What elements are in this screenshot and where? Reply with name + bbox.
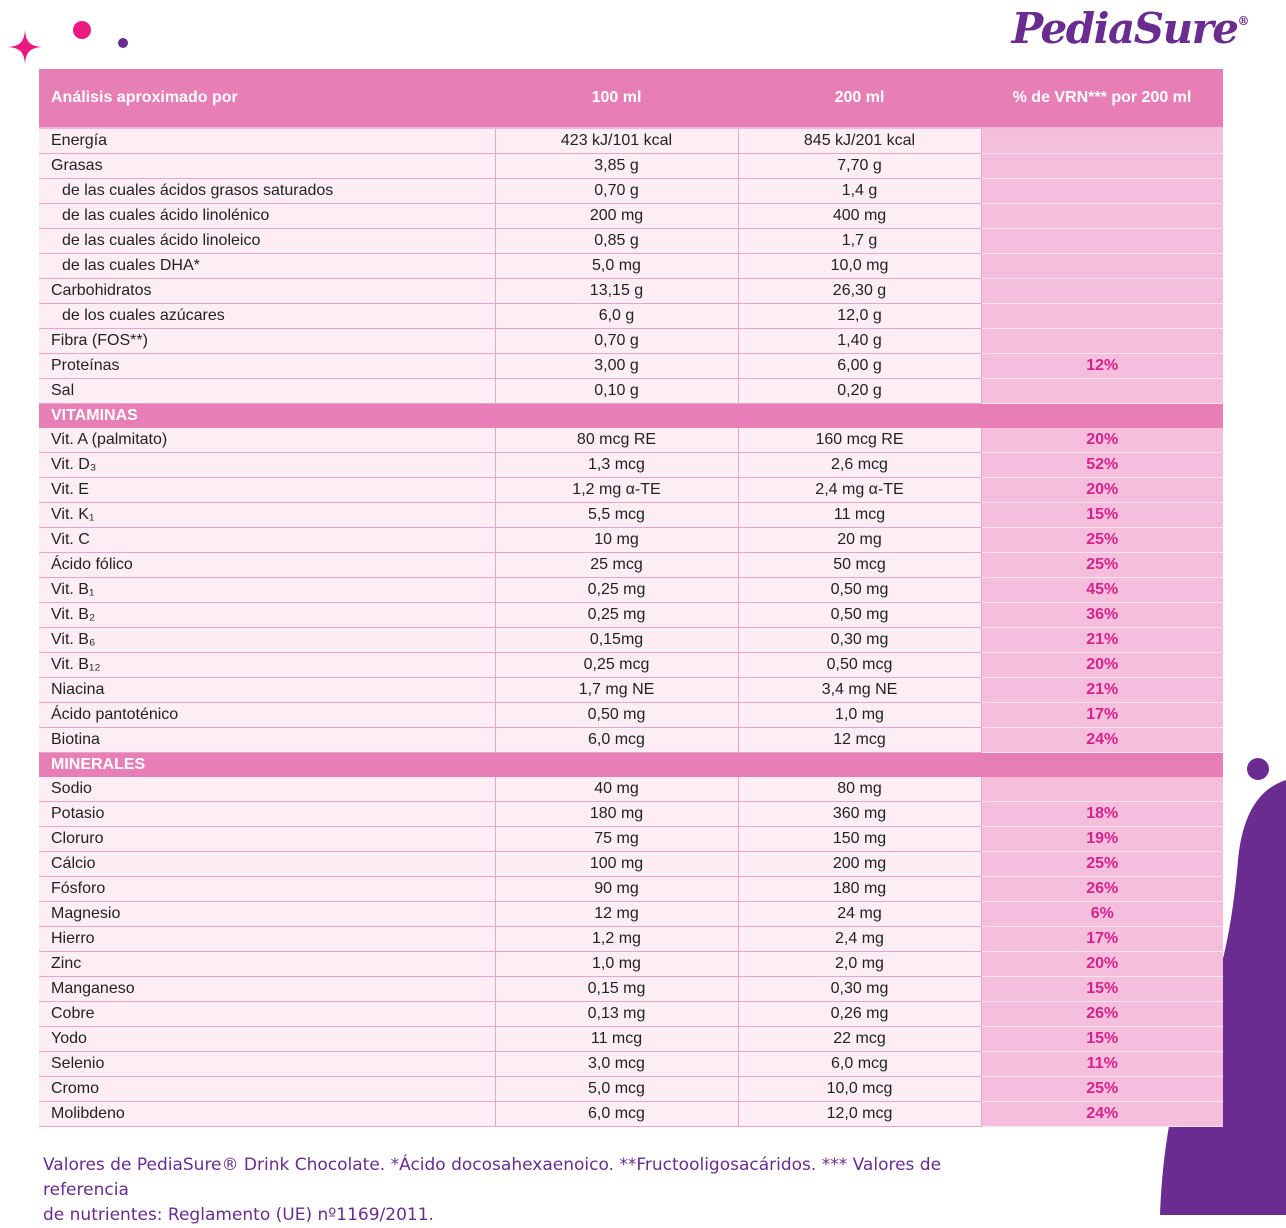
nutrient-name: Vit. E [39,478,495,503]
nutrition-table [39,69,1223,1127]
nutrient-name: Ácido pantoténico [39,703,495,728]
value-vrn-percent: 24% [981,728,1223,753]
table-row [39,478,1223,503]
table-row [39,1052,1223,1077]
nutrient-name: Sal [39,379,495,404]
value-vrn-percent: 15% [981,1027,1223,1052]
table-row [39,653,1223,678]
value-200ml: 12 mcg [738,728,981,753]
value-200ml: 6,0 mcg [738,1052,981,1077]
nutrient-name: Ácido fólico [39,553,495,578]
table-row [39,329,1223,354]
purple-dot-icon [117,37,129,49]
value-200ml: 10,0 mg [738,254,981,279]
value-vrn-percent: 45% [981,578,1223,603]
value-100ml: 11 mcg [495,1027,738,1052]
value-vrn-percent: 6% [981,902,1223,927]
value-vrn-percent: 25% [981,528,1223,553]
table-row [39,728,1223,753]
value-200ml: 180 mg [738,877,981,902]
section-minerals-title: MINERALES [39,753,1223,778]
value-200ml: 150 mg [738,827,981,852]
value-200ml: 20 mg [738,528,981,553]
table-row [39,154,1223,179]
table-row [39,304,1223,329]
value-200ml: 1,4 g [738,179,981,204]
sparkle-icon [8,30,42,64]
nutrient-name: Fósforo [39,877,495,902]
value-200ml: 400 mg [738,204,981,229]
value-100ml: 6,0 mcg [495,728,738,753]
nutrient-name: de las cuales ácido linolénico [39,204,495,229]
value-100ml: 0,70 g [495,179,738,204]
nutrient-name: Cobre [39,1002,495,1027]
nutrient-name: Cloruro [39,827,495,852]
value-100ml: 1,2 mg [495,927,738,952]
header-vrn: % de VRN*** por 200 ml [981,69,1223,128]
footnote [43,1153,1003,1228]
value-200ml: 2,4 mg [738,927,981,952]
table-row [39,628,1223,653]
nutrient-name: Molibdeno [39,1102,495,1127]
value-100ml: 423 kJ/101 kcal [495,128,738,154]
value-vrn-percent: 15% [981,503,1223,528]
table-row [39,578,1223,603]
nutrient-name: de las cuales ácido linoleico [39,229,495,254]
value-100ml: 5,0 mg [495,254,738,279]
nutrient-name: Manganeso [39,977,495,1002]
value-100ml: 0,85 g [495,229,738,254]
table-row [39,902,1223,927]
nutrient-name: Carbohidratos [39,279,495,304]
value-200ml: 1,0 mg [738,703,981,728]
value-100ml: 75 mg [495,827,738,852]
value-100ml: 0,25 mg [495,578,738,603]
value-200ml: 22 mcg [738,1027,981,1052]
table-row [39,179,1223,204]
table-row [39,678,1223,703]
nutrient-name: Cálcio [39,852,495,877]
nutrient-name: Yodo [39,1027,495,1052]
value-100ml: 180 mg [495,802,738,827]
table-row [39,1002,1223,1027]
nutrient-name: de las cuales ácidos grasos saturados [39,179,495,204]
value-100ml: 10 mg [495,528,738,553]
value-vrn-percent: 24% [981,1102,1223,1127]
nutrition-table-container [39,69,1223,1127]
value-200ml: 26,30 g [738,279,981,304]
table-row [39,354,1223,379]
value-200ml: 0,26 mg [738,1002,981,1027]
value-200ml: 0,20 g [738,379,981,404]
nutrient-name: Proteínas [39,354,495,379]
value-200ml: 1,40 g [738,329,981,354]
value-100ml: 90 mg [495,877,738,902]
nutrient-name: Niacina [39,678,495,703]
table-row [39,877,1223,902]
logo-text: PediaSure [1011,4,1238,53]
value-100ml: 3,00 g [495,354,738,379]
value-200ml: 1,7 g [738,229,981,254]
header-analysis: Análisis aproximado por [39,69,495,128]
value-vrn-percent: 52% [981,453,1223,478]
table-row [39,503,1223,528]
value-200ml: 12,0 mcg [738,1102,981,1127]
value-200ml: 24 mg [738,902,981,927]
nutrient-name: Grasas [39,154,495,179]
value-vrn-percent: 20% [981,478,1223,503]
nutrient-name: Vit. B₆ [39,628,495,653]
table-row [39,204,1223,229]
value-100ml: 3,85 g [495,154,738,179]
table-row [39,603,1223,628]
section-vitamins-title: VITAMINAS [39,404,1223,429]
value-vrn-percent [981,379,1223,404]
nutrient-name: Vit. B₁ [39,578,495,603]
table-row [39,453,1223,478]
value-vrn-percent [981,179,1223,204]
nutrient-name: Energía [39,128,495,154]
table-row [39,777,1223,802]
header-100ml: 100 ml [495,69,738,128]
value-200ml: 50 mcg [738,553,981,578]
table-row [39,128,1223,154]
section-vitamins [39,404,1223,429]
value-vrn-percent: 17% [981,703,1223,728]
value-100ml: 1,7 mg NE [495,678,738,703]
value-vrn-percent: 26% [981,1002,1223,1027]
header-200ml: 200 ml [738,69,981,128]
value-100ml: 80 mcg RE [495,428,738,453]
value-vrn-percent [981,279,1223,304]
nutrient-name: Sodio [39,777,495,802]
table-row [39,553,1223,578]
table-row [39,379,1223,404]
table-row [39,528,1223,553]
value-vrn-percent: 17% [981,927,1223,952]
table-row [39,1027,1223,1052]
value-100ml: 100 mg [495,852,738,877]
value-100ml: 6,0 g [495,304,738,329]
nutrient-name: Selenio [39,1052,495,1077]
purple-dot-right-icon [1246,757,1270,781]
value-vrn-percent [981,154,1223,179]
value-100ml: 5,5 mcg [495,503,738,528]
nutrient-name: Vit. B₂ [39,603,495,628]
nutrient-name: Vit. A (palmitato) [39,428,495,453]
nutrient-name: Vit. K₁ [39,503,495,528]
value-vrn-percent: 26% [981,877,1223,902]
value-200ml: 2,4 mg α-TE [738,478,981,503]
value-100ml: 1,0 mg [495,952,738,977]
value-vrn-percent: 25% [981,553,1223,578]
value-100ml: 25 mcg [495,553,738,578]
value-200ml: 360 mg [738,802,981,827]
table-row [39,428,1223,453]
nutrient-name: Potasio [39,802,495,827]
table-row [39,927,1223,952]
value-200ml: 11 mcg [738,503,981,528]
value-200ml: 80 mg [738,777,981,802]
value-vrn-percent: 11% [981,1052,1223,1077]
table-header-row [39,69,1223,128]
nutrient-name: Magnesio [39,902,495,927]
nutrient-name: Biotina [39,728,495,753]
nutrient-name: de los cuales azúcares [39,304,495,329]
value-vrn-percent: 25% [981,1077,1223,1102]
nutrient-name: Cromo [39,1077,495,1102]
value-100ml: 0,70 g [495,329,738,354]
value-200ml: 3,4 mg NE [738,678,981,703]
value-100ml: 13,15 g [495,279,738,304]
table-row [39,977,1223,1002]
value-100ml: 0,15 mg [495,977,738,1002]
footnote-line-1: Valores de PediaSure® Drink Chocolate. *Ácido docosahexaenoico. **Fructooligosacáridos. *** Valores de referencia [43,1155,942,1200]
value-100ml: 1,2 mg α-TE [495,478,738,503]
value-200ml: 2,6 mcg [738,453,981,478]
value-200ml: 6,00 g [738,354,981,379]
value-200ml: 0,50 mg [738,578,981,603]
value-vrn-percent: 25% [981,852,1223,877]
value-200ml: 0,50 mcg [738,653,981,678]
value-100ml: 0,13 mg [495,1002,738,1027]
value-vrn-percent: 21% [981,628,1223,653]
value-100ml: 0,25 mcg [495,653,738,678]
table-row [39,852,1223,877]
value-200ml: 10,0 mcg [738,1077,981,1102]
nutrient-name: Vit. D₃ [39,453,495,478]
table-body [39,128,1223,1127]
value-vrn-percent: 20% [981,952,1223,977]
value-200ml: 2,0 mg [738,952,981,977]
value-200ml: 0,30 mg [738,628,981,653]
table-row [39,254,1223,279]
section-minerals [39,753,1223,778]
value-100ml: 0,25 mg [495,603,738,628]
value-vrn-percent: 36% [981,603,1223,628]
nutrient-name: Hierro [39,927,495,952]
value-vrn-percent: 18% [981,802,1223,827]
value-100ml: 0,50 mg [495,703,738,728]
table-row [39,703,1223,728]
value-vrn-percent: 20% [981,653,1223,678]
value-100ml: 0,10 g [495,379,738,404]
table-row [39,279,1223,304]
value-vrn-percent [981,329,1223,354]
value-200ml: 200 mg [738,852,981,877]
value-vrn-percent: 19% [981,827,1223,852]
value-vrn-percent [981,254,1223,279]
value-100ml: 6,0 mcg [495,1102,738,1127]
value-200ml: 845 kJ/201 kcal [738,128,981,154]
value-100ml: 40 mg [495,777,738,802]
nutrient-name: de las cuales DHA* [39,254,495,279]
value-vrn-percent [981,229,1223,254]
value-200ml: 160 mcg RE [738,428,981,453]
brand-logo [1012,4,1248,53]
pink-dot-icon [72,20,92,40]
value-100ml: 3,0 mcg [495,1052,738,1077]
value-100ml: 1,3 mcg [495,453,738,478]
value-100ml: 0,15mg [495,628,738,653]
nutrient-name: Zinc [39,952,495,977]
value-vrn-percent [981,304,1223,329]
table-row [39,1102,1223,1127]
value-vrn-percent [981,204,1223,229]
value-vrn-percent: 21% [981,678,1223,703]
table-row [39,229,1223,254]
nutrient-name: Vit. C [39,528,495,553]
table-row [39,1077,1223,1102]
value-200ml: 0,50 mg [738,603,981,628]
footnote-line-2: de nutrientes: Reglamento (UE) nº1169/2011. [43,1205,434,1225]
value-vrn-percent: 15% [981,977,1223,1002]
value-100ml: 12 mg [495,902,738,927]
value-vrn-percent [981,128,1223,154]
value-200ml: 12,0 g [738,304,981,329]
value-200ml: 0,30 mg [738,977,981,1002]
value-vrn-percent: 20% [981,428,1223,453]
table-row [39,952,1223,977]
value-vrn-percent [981,777,1223,802]
nutrient-name: Fibra (FOS**) [39,329,495,354]
table-row [39,802,1223,827]
value-100ml: 5,0 mcg [495,1077,738,1102]
value-100ml: 200 mg [495,204,738,229]
table-row [39,827,1223,852]
value-200ml: 7,70 g [738,154,981,179]
nutrient-name: Vit. B₁₂ [39,653,495,678]
registered-mark: ® [1237,14,1248,28]
value-vrn-percent: 12% [981,354,1223,379]
